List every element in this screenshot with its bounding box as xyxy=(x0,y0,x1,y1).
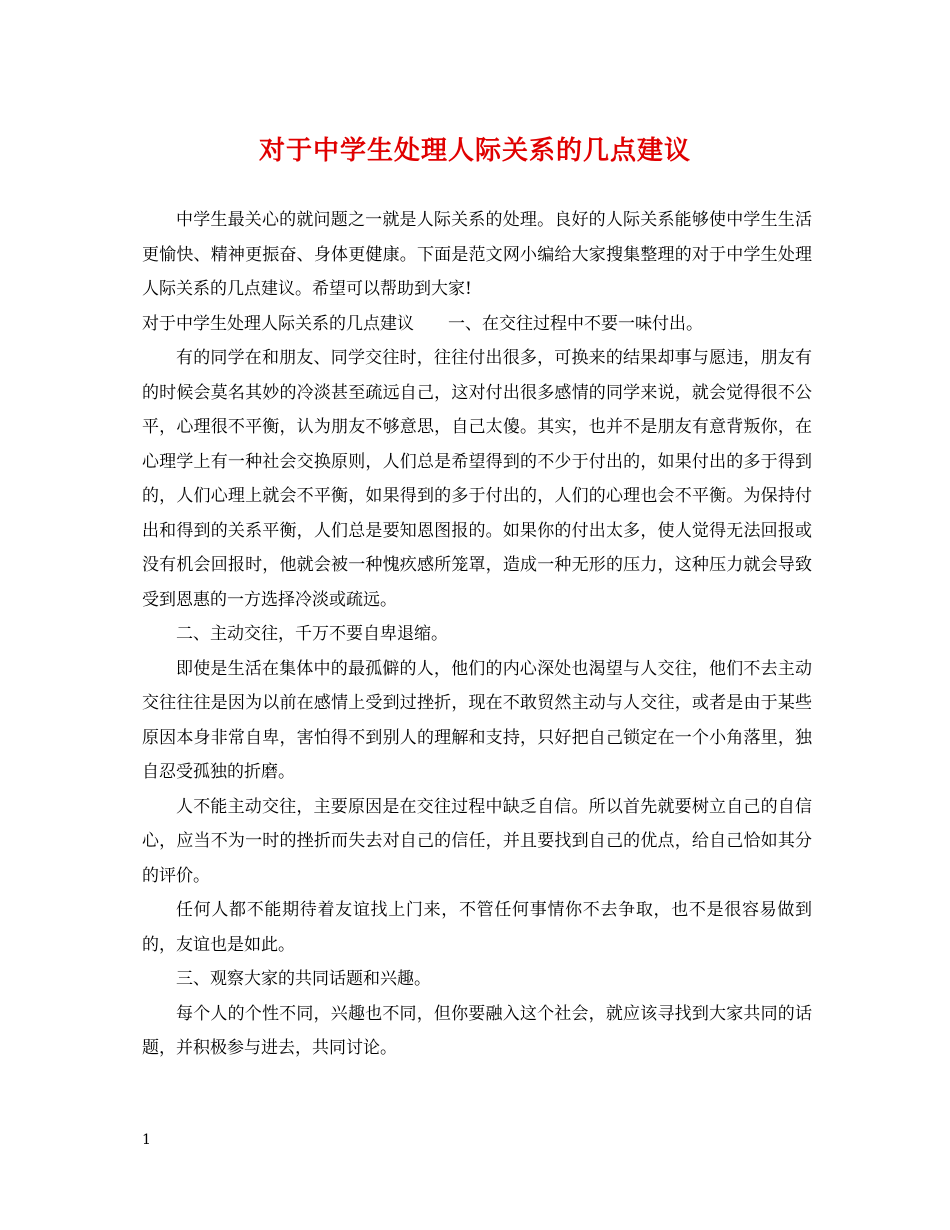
paragraph-lonely-people: 即使是生活在集体中的最孤僻的人，他们的内心深处也渴望与人交往，他们不去主动交往往往是因为以前在感情上受到过挫折，现在不敢贸然主动与人交往，或者是由于某些原因本身非常自卑，害怕得不到别人的理解和支持，只好把自己锁定在一个小角落里，独自忍受孤独的折磨。 xyxy=(142,658,812,782)
paragraph-self-confidence: 人不能主动交往，主要原因是在交往过程中缺乏自信。所以首先就要树立自己的自信心，应当不为一时的挫折而失去对自己的信任，并且要找到自己的优点，给自己恰如其分的评价。 xyxy=(142,796,812,886)
page-number: 1 xyxy=(142,1132,151,1148)
paragraph-friendship: 任何人都不能期待着友谊找上门来，不管任何事情你不去争取，也不是很容易做到的，友谊也是如此。 xyxy=(142,900,812,955)
paragraph-heading-one: 对于中学生处理人际关系的几点建议 一、在交往过程中不要一味付出。 xyxy=(142,313,703,334)
paragraph-intro: 中学生最关心的就问题之一就是人际关系的处理。良好的人际关系能够使中学生生活更愉快、精神更振奋、身体更健康。下面是范文网小编给大家搜集整理的对于中学生处理人际关系的几点建议。希望可以帮助到大家! xyxy=(142,210,812,299)
document-body xyxy=(142,203,812,1066)
paragraph-common-topics: 每个人的个性不同，兴趣也不同，但你要融入这个社会，就应该寻找到大家共同的话题，并积极参与进去，共同讨论。 xyxy=(142,1003,812,1058)
paragraph-exchange-principle: 有的同学在和朋友、同学交往时，往往付出很多，可换来的结果却事与愿违，朋友有的时候会莫名其妙的冷淡甚至疏远自己，这对付出很多感情的同学来说，就会觉得很不公平，心理很不平衡，认为朋友不够意思，自己太傻。其实，也并不是朋友有意背叛你，在心理学上有一种社会交换原则，人们总是希望得到的不少于付出的，如果付出的多于得到的，人们心理上就会不平衡，如果得到的多于付出的，人们的心理也会不平衡。为保持付出和得到的关系平衡，人们总是要知恩图报的。如果你的付出太多，使人觉得无法回报或没有机会回报时，他就会被一种愧疚感所笼罩，造成一种无形的压力，这种压力就会导致受到恩惠的一方选择冷淡或疏远。 xyxy=(142,348,812,610)
paragraph-heading-three: 三、观察大家的共同话题和兴趣。 xyxy=(176,969,431,989)
paragraph-heading-two: 二、主动交往，千万不要自卑退缩。 xyxy=(176,624,448,644)
page-title: 对于中学生处理人际关系的几点建议 xyxy=(258,136,691,166)
